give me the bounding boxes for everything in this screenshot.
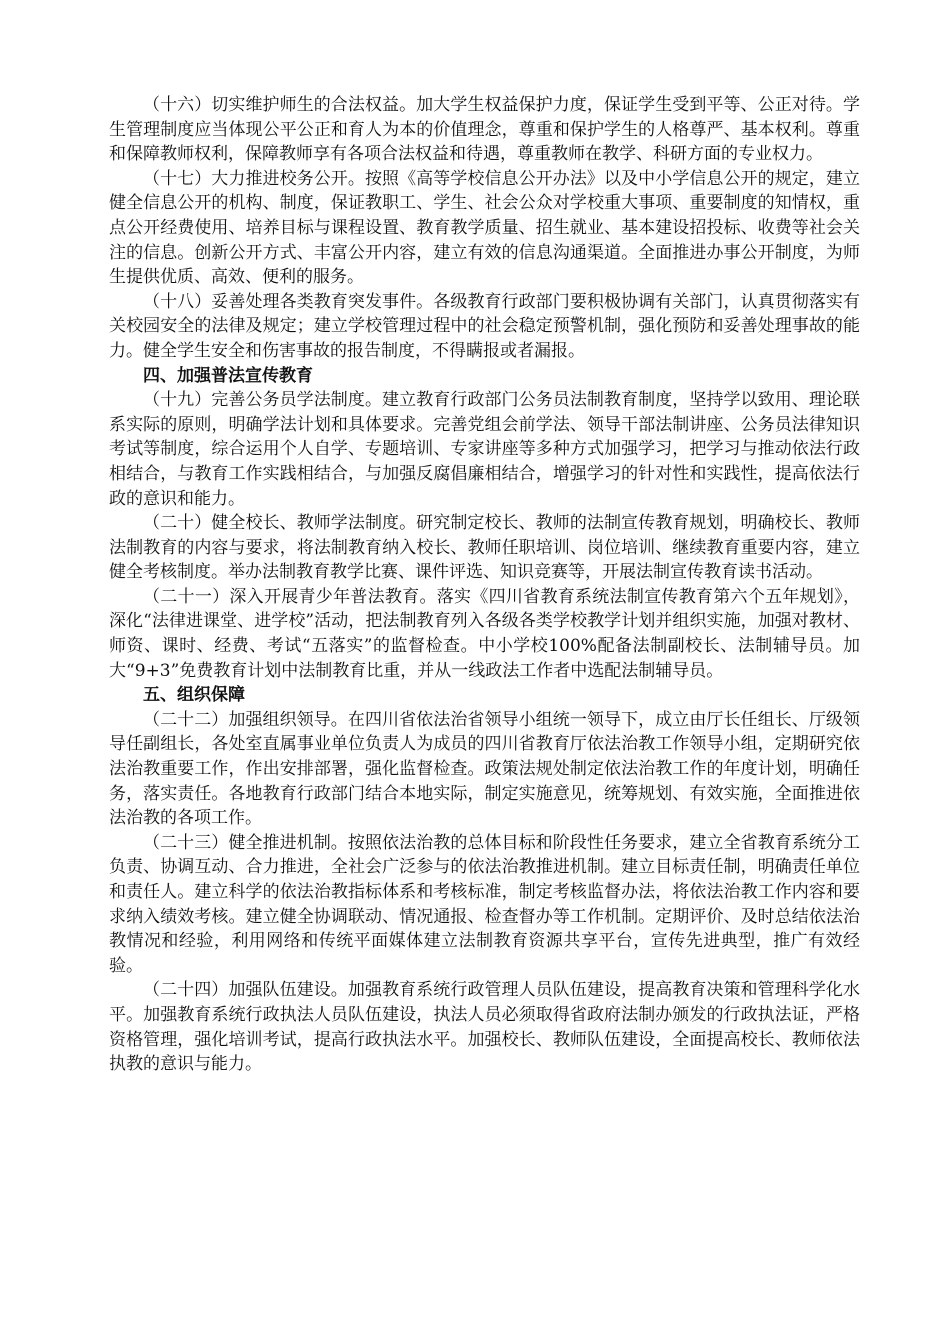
section-heading-4: 四、加强普法宣传教育 — [143, 365, 313, 386]
paragraph-16: （十六）切实维护师生的合法权益。加大学生权益保护力度，保证学生受到平等、公正对待。学生管理制度应当体现公平公正和育人为本的价值理念，尊重和保护学生的人格尊严、基本权利。尊重和保障教师权利，保障教师享有各项合法权益和待遇，尊重教师在教学、科研方面的专业权力。 — [109, 95, 860, 165]
paragraph-18: （十八）妥善处理各类教育突发事件。各级教育行政部门要积极协调有关部门，认真贯彻落实有关校园安全的法律及规定；建立学校管理过程中的社会稳定预警机制，强化预防和妥善处理事故的能力。健全学生安全和伤害事故的报告制度，不得瞒报或者漏报。 — [109, 291, 860, 361]
paragraph-19: （十九）完善公务员学法制度。建立教育行政部门公务员法制教育制度，坚持学以致用、理论联系实际的原则，明确学法计划和具体要求。完善党组会前学法、领导干部法制讲座、公务员法律知识考试等制度，综合运用个人自学、专题培训、专家讲座等多种方式加强学习，把学习与推动依法行政相结合，与教育工作实践相结合，与加强反腐倡廉相结合，增强学习的针对性和实践性，提高依法行政的意识和能力。 — [109, 390, 860, 509]
section-heading-5: 五、组织保障 — [143, 685, 245, 706]
paragraph-21: （二十一）深入开展青少年普法教育。落实《四川省教育系统法制宣传教育第六个五年规划》，深化“法律进课堂、进学校”活动，把法制教育列入各级各类学校教学计划并组织实施，加强对教材、师资、课时、经费、考试“五落实”的监督检查。中小学校100%配备法制副校长、法制辅导员。加大“9+3”免费教育计划中法制教育比重，并从一线政法工作者中选配法制辅导员。 — [109, 586, 860, 681]
paragraph-17: （十七）大力推进校务公开。按照《高等学校信息公开办法》以及中小学信息公开的规定，建立健全信息公开的机构、制度，保证教职工、学生、社会公众对学校重大事项、重要制度的知情权，重点公开经费使用、培养目标与课程设置、教育教学质量、招生就业、基本建设招投标、收费等社会关注的信息。创新公开方式、丰富公开内容，建立有效的信息沟通渠道。全面推进办事公开制度，为师生提供优质、高效、便利的服务。 — [109, 168, 860, 288]
paragraph-24: （二十四）加强队伍建设。加强教育系统行政管理人员队伍建设，提高教育决策和管理科学化水平。加强教育系统行政执法人员队伍建设，执法人员必须取得省政府法制办颁发的行政执法证，严格资格管理，强化培训考试，提高行政执法水平。加强校长、教师队伍建设，全面提高校长、教师依法执教的意识与能力。 — [109, 980, 860, 1075]
paragraph-22: （二十二）加强组织领导。在四川省依法治省领导小组统一领导下，成立由厅长任组长、厅级领导任副组长，各处室直属事业单位负责人为成员的四川省教育厅依法治教工作领导小组，定期研究依法治教重要工作，作出安排部署，强化监督检查。政策法规处制定依法治教工作的年度计划，明确任务，落实责任。各地教育行政部门结合本地实际，制定实施意见，统筹规划、有效实施，全面推进依法治教的各项工作。 — [109, 709, 860, 829]
paragraph-23: （二十三）健全推进机制。按照依法治教的总体目标和阶段性任务要求，建立全省教育系统分工负责、协调互动、合力推进，全社会广泛参与的依法治教推进机制。建立目标责任制，明确责任单位和责任人。建立科学的依法治教指标体系和考核标准，制定考核监督办法，将依法治教工作内容和要求纳入绩效考核。建立健全协调联动、情况通报、检查督办等工作机制。定期评价、及时总结依法治教情况和经验，利用网络和传统平面媒体建立法制教育资源共享平台，宣传先进典型，推广有效经验。 — [109, 832, 860, 976]
paragraph-20: （二十）健全校长、教师学法制度。研究制定校长、教师的法制宣传教育规划，明确校长、教师法制教育的内容与要求，将法制教育纳入校长、教师任职培训、岗位培训、继续教育重要内容，建立健全考核制度。举办法制教育教学比赛、课件评选、知识竞赛等，开展法制宣传教育读书活动。 — [109, 513, 860, 583]
